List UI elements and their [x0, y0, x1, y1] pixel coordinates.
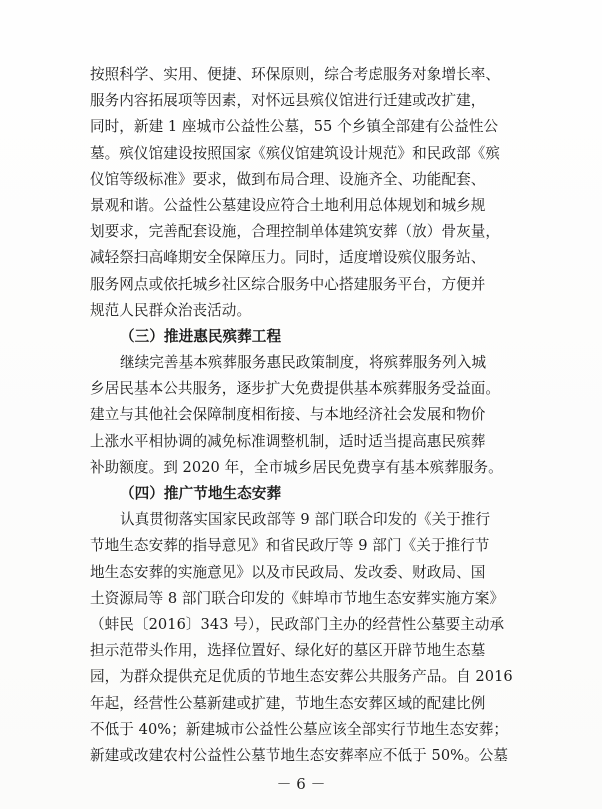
- text-line: 服务网点或依托城乡社区综合服务中心搭建服务平台，方便并: [90, 275, 486, 293]
- text-line: 上涨水平相协调的减免标准调整机制，适时适当提高惠民殡葬: [90, 432, 486, 450]
- text-line: 地生态安葬的实施意见》以及市民政局、发改委、财政局、国: [90, 563, 486, 581]
- text-line: 乡居民基本公共服务，逐步扩大免费提供基本殡葬服务受益面。: [90, 380, 501, 398]
- text-line: 不低于 40%；新建城市公益性公墓应该全部实行节地生态安葬；: [90, 720, 509, 738]
- text-line: 节地生态安葬的指导意见》和省民政厅等 9 部门《关于推行节: [90, 537, 490, 555]
- text-line: 新建或改建农村公益性公墓节地生态安葬率应不低于 50%。公墓: [90, 746, 509, 764]
- section-heading-3: （三）推进惠民殡葬工程: [120, 327, 282, 345]
- text-line: 担示范带头作用，选择位置好、绿化好的墓区开辟节地生态墓: [90, 642, 486, 660]
- text-line: 土资源局等 8 部门联合印发的《蚌埠市节地生态安葬实施方案》: [90, 589, 505, 607]
- text-line: 服务内容拓展项等因素，对怀远县殡仪馆进行迁建或改扩建，: [90, 92, 486, 110]
- text-line: 划要求，完善配套设施，合理控制单体建筑安葬（放）骨灰量，: [90, 223, 501, 241]
- text-line: 继续完善基本殡葬服务惠民政策制度，将殡葬服务列入城: [120, 354, 487, 372]
- text-line: 减轻祭扫高峰期安全保障压力。同时，适度增设殡仪服务站、: [90, 249, 486, 267]
- text-line: 同时，新建 1 座城市公益性公墓，55 个乡镇全部建有公益性公: [90, 118, 499, 136]
- page-number: － 6 －: [276, 775, 326, 793]
- text-line: 规范人民群众治丧活动。: [90, 301, 252, 319]
- text-line: 建立与其他社会保障制度相衔接、与本地经济社会发展和物价: [90, 406, 486, 424]
- text-line: 年起，经营性公墓新建或扩建，节地生态安葬区域的配建比例: [90, 694, 486, 712]
- text-line: 补助额度。到 2020 年，全市城乡居民免费享有基本殡葬服务。: [90, 458, 503, 476]
- text-line: 园，为群众提供充足优质的节地生态安葬公共服务产品。自 2016: [90, 668, 513, 686]
- text-line: 景观和谐。公益性公墓建设应符合土地利用总体规划和城乡规: [90, 196, 486, 214]
- text-line: 仪馆等级标准》要求，做到布局合理、设施齐全、功能配套、: [90, 170, 486, 188]
- text-line: 墓。殡仪馆建设按照国家《殡仪馆建筑设计规范》和民政部《殡: [90, 144, 501, 162]
- text-line: 按照科学、实用、便捷、环保原则，综合考虑服务对象增长率、: [90, 66, 501, 83]
- section-heading-4: （四）推广节地生态安葬: [120, 485, 282, 502]
- document-body: [90, 62, 526, 769]
- text-line: （蚌民〔2016〕343 号），民政部门主办的经营性公墓要主动承: [90, 615, 505, 633]
- text-line: 认真贯彻落实国家民政部等 9 部门联合印发的《关于推行: [120, 511, 491, 529]
